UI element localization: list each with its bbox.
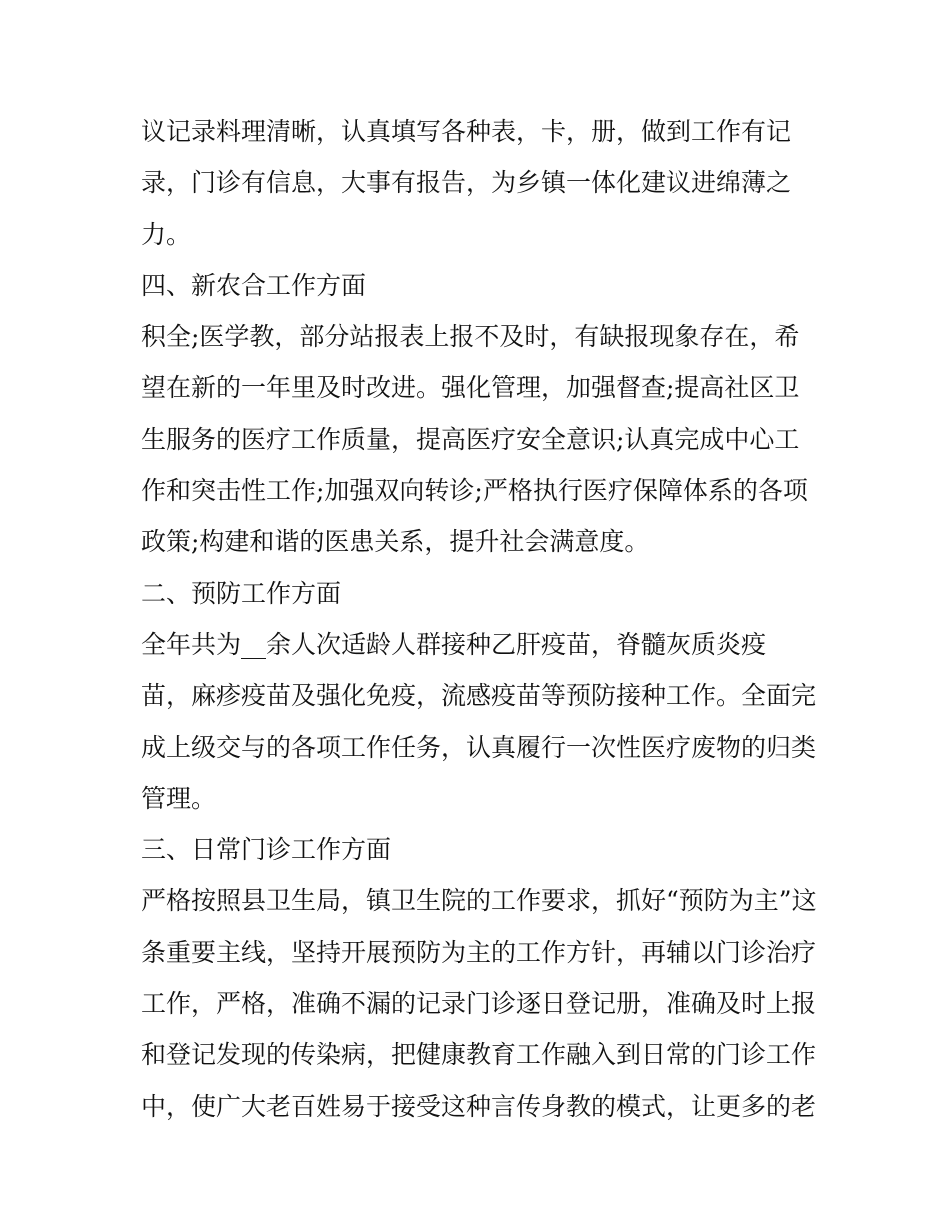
text-line: 全年共为__余人次适龄人群接种乙肝疫苗，脊髓灰质炎疫: [141, 629, 767, 659]
section-heading-prevention: 二、预防工作方面: [141, 578, 342, 608]
text-line: 望在新的一年里及时改进。强化管理，加强督查;提高社区卫: [141, 373, 800, 403]
text-line: 议记录料理清晰，认真填写各种表，卡，册，做到工作有记: [141, 117, 792, 146]
text-line: 严格按照县卫生局，镇卫生院的工作要求，抓好“预防为主”这: [141, 886, 817, 916]
text-line: 和登记发现的传染病，把健康教育工作融入到日常的门诊工作: [141, 1040, 817, 1070]
text-line: 中，使广大老百姓易于接受这种言传身教的模式，让更多的老: [141, 1091, 817, 1121]
text-line: 积全;医学教，部分站报表上报不及时，有缺报现象存在，希: [141, 322, 800, 352]
text-line: 生服务的医疗工作质量，提高医疗安全意识;认真完成中心工: [141, 424, 800, 454]
text-line: 条重要主线，坚持开展预防为主的工作方针，再辅以门诊治疗: [141, 937, 817, 967]
text-line: 作和突击性工作;加强双向转诊;严格执行医疗保障体系的各项: [141, 476, 808, 506]
body-text: [141, 106, 821, 1132]
text-line: 录，门诊有信息，大事有报告，为乡镇一体化建议进绵薄之: [141, 168, 792, 198]
text-line: 苗，麻疹疫苗及强化免疫，流感疫苗等预防接种工作。全面完: [141, 681, 817, 711]
text-line: 成上级交与的各项工作任务，认真履行一次性医疗废物的归类: [141, 732, 817, 762]
text-line: 政策;构建和谐的医患关系，提升社会满意度。: [141, 527, 650, 557]
text-line: 力。: [141, 219, 192, 249]
text-line: 工作，严格，准确不漏的记录门诊逐日登记册，准确及时上报: [141, 989, 817, 1019]
text-line: 管理。: [141, 783, 217, 813]
section-heading-outpatient: 三、日常门诊工作方面: [141, 835, 392, 865]
section-heading-xinnonghe: 四、新农合工作方面: [141, 270, 367, 300]
